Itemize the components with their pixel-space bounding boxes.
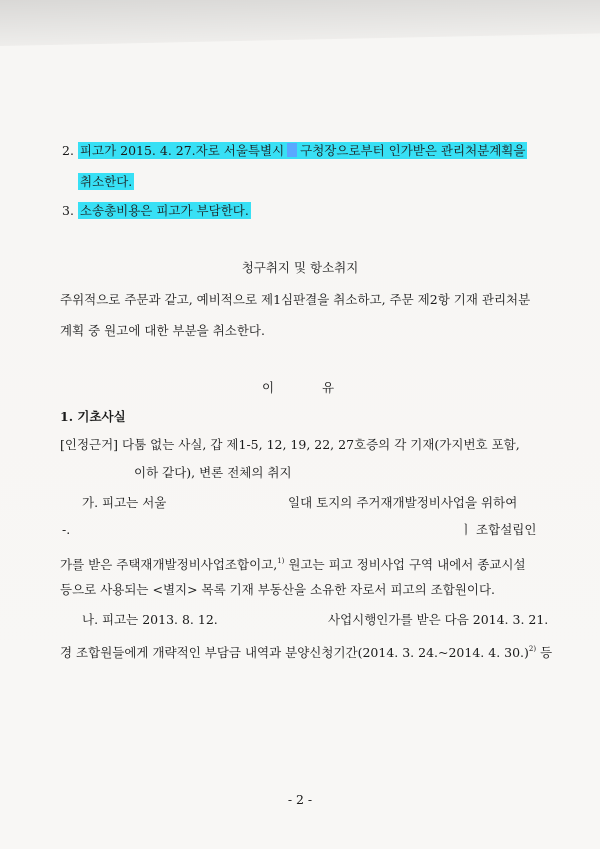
order-item-2-cont <box>78 174 134 190</box>
paragraph-ga: 일대 토지의 주거재개발정비사업을 위하여 <box>288 495 518 510</box>
paragraph-ga: ㅣ 조합설립인 <box>460 522 537 537</box>
paragraph-ga: 가를 받은 주택재개발정비사업조합이고,$^{1)}$ 원고는 피고 정비사업 구역 내에서 종교시설 <box>60 557 526 572</box>
reasons-heading-left: 이 <box>262 380 275 395</box>
paragraph-ga: -. <box>62 522 71 537</box>
basis-line: 이하 같다), 변론 전체의 취지 <box>134 465 292 480</box>
item-number: 2. <box>62 143 74 158</box>
order-item-2 <box>62 143 527 159</box>
scan-shadow <box>0 0 600 46</box>
claims-line: 계획 중 원고에 대한 부분을 취소한다. <box>60 323 265 338</box>
highlighted-text: 소송총비용은 피고가 부담한다. <box>79 203 249 218</box>
paragraph-ga: 가. 피고는 서울 <box>82 495 167 510</box>
paragraph-na: 나. 피고는 2013. 8. 12. <box>82 612 218 627</box>
redaction-mark <box>287 143 297 157</box>
paragraph-na: 경 조합원들에게 개략적인 부담금 내역과 분양신청기간(2014. 3. 24.~2014. 4. 30.)$^{2)}$ 등 <box>60 645 553 660</box>
page-number: - 2 - <box>287 792 313 807</box>
basis-line: [인정근거] 다툼 없는 사실, 갑 제1-5, 12, 19, 22, 27호증의 각 기재(가지번호 포함, <box>60 437 520 452</box>
footnote-mark: 1) <box>277 557 285 565</box>
footnote-mark: 2) <box>528 645 537 653</box>
section-heading: 1. 기초사실 <box>60 409 126 424</box>
reasons-heading-right: 유 <box>322 380 335 395</box>
claims-line: 주위적으로 주문과 같고, 예비적으로 제1심판결을 취소하고, 주문 제2항 기재 관리처분 <box>60 292 531 307</box>
item-number: 3. <box>62 203 74 218</box>
order-item-3 <box>62 203 251 219</box>
claims-heading: 청구취지 및 항소취지 <box>241 260 359 275</box>
highlighted-text: 취소한다. <box>80 174 133 189</box>
paragraph-na: 사업시행인가를 받은 다음 2014. 3. 21. <box>328 612 549 627</box>
paragraph-ga: 등으로 사용되는 <별지> 목록 기재 부동산을 소유한 자로서 피고의 조합원이다. <box>60 582 496 597</box>
highlighted-text: 피고가 2015. 4. 27.자로 서울특별시 구청장으로부터 인가받은 관리처분계획을 <box>79 143 526 158</box>
